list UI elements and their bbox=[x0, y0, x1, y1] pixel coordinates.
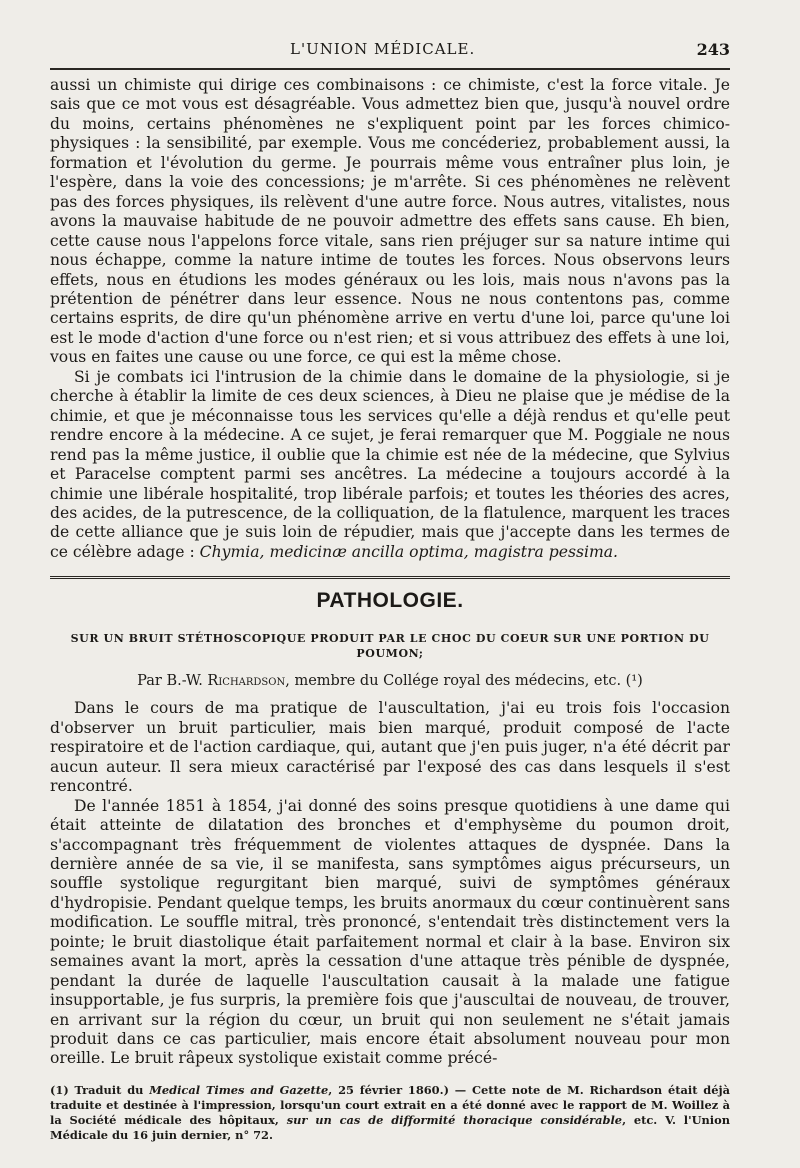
section-title: PATHOLOGIE. bbox=[316, 589, 464, 613]
footnote bbox=[50, 1083, 730, 1143]
footnote-text-c: , etc. V. l'Union Médicale du 16 juin dernier, n° 72. bbox=[50, 1112, 730, 1142]
byline-suffix: , membre du Collége royal des médecins, etc. (¹) bbox=[285, 673, 643, 690]
header-rule bbox=[50, 68, 730, 70]
page-body bbox=[50, 76, 730, 1143]
latin-adage: Chymia, medicinæ ancilla optima, magistra pessima. bbox=[199, 542, 618, 561]
running-header bbox=[50, 40, 730, 64]
byline-prefix: Par B.-W. bbox=[137, 673, 208, 690]
continuation-paragraph-2 bbox=[50, 368, 730, 563]
article-paragraph-1: Dans le cours de ma pratique de l'auscultation, j'ai eu trois fois l'occasion d'observer un bruit particulier, mais bien marqué, produit composé de l'acte respiratoire et de l'action cardiaque, qui, autant que j'en puis juger, n'a été décrit par aucun auteur. Il sera mieux caractérisé par l'exposé des cas dans lesquels il s'est rencontré. bbox=[50, 699, 730, 796]
author-name: Richardson bbox=[207, 673, 286, 690]
continuation-paragraph-2-text: Si je combats ici l'intrusion de la chimie dans le domaine de la physiologie, si je cherche à établir la limite de ces deux sciences, à Dieu ne plaise que je médise de la chimie, et que je méconnaisse tous les services qu'elle a déjà rendus et qu'elle peut rendre encore à la médecine. A ce sujet, je ferai remarquer que M. Poggiale ne nous rend pas la même justice, il oublie que la chimie est née de la médecine, que Sylvius et Paracelse comptent parmi ses ancêtres. La médecine a toujours accordé à la chimie une libérale hospitalité, trop libérale parfois; et toutes les théories des acres, des acides, de la putrescence, de la colliquation, de la flatulence, marquent les traces de cette alliance que je suis loin de répudier, mais que j'accepte dans les termes de ce célèbre adage : bbox=[50, 367, 730, 561]
footnote-text-b: , 25 février 1860.) — Cette note de M. Richardson était déjà traduite et destinée à l'impression, lorsqu'un court extrait en a été donné avec le rapport de M. Woillez à la Société médicale des hôpitaux, bbox=[50, 1082, 730, 1127]
footnote-text-a: (1) Traduit du bbox=[50, 1082, 150, 1097]
footnote-article-title: sur un cas de difformité thoracique considérable bbox=[286, 1112, 623, 1127]
article-byline bbox=[50, 673, 730, 689]
article-title: SUR UN BRUIT STÉTHOSCOPIQUE PRODUIT PAR LE CHOC DU COEUR SUR UNE PORTION DU POUMON; bbox=[70, 632, 710, 661]
section-divider bbox=[50, 576, 730, 579]
page-number: 243 bbox=[696, 40, 730, 59]
footnote-journal: Medical Times and Gazette bbox=[149, 1082, 329, 1097]
article-paragraph-2: De l'année 1851 à 1854, j'ai donné des soins presque quotidiens à une dame qui était atteinte de dilatation des bronches et d'emphysème du poumon droit, s'accompagnant très fréquemment de violentes attaques de dyspnée. Dans la dernière année de sa vie, il se manifesta, sans symptômes aigus précurseurs, un souffle systolique regurgitant bien marqué, suivi de symptômes généraux d'hydropisie. Pendant quelque temps, les bruits anormaux du cœur continuèrent sans modification. Le souffle mitral, très prononcé, s'entendait très distinctement vers la pointe; le bruit diastolique était parfaitement normal et clair à la base. Environ six semaines avant la mort, après la cessation d'une attaque très pénible de dyspnée, pendant la durée de laquelle l'auscultation causait à la malade une fatigue insupportable, je fus surpris, la première fois que j'auscultai de nouveau, de trouver, en arrivant sur la région du cœur, un bruit qui non seulement ne s'était jamais produit dans ce cas particulier, mais encore était absolument nouveau pour mon oreille. Le bruit râpeux systolique existait comme précé- bbox=[50, 796, 730, 1068]
continuation-paragraph-1: aussi un chimiste qui dirige ces combinaisons : ce chimiste, c'est la force vitale. Je sais que ce mot vous est désagréable. Vous admettez bien que, jusqu'à nouvel ordre du moins, certains phénomènes ne s'expliquent point par les forces chimico-physiques : la sensibilité, par exemple. Vous me concéderiez, probablement aussi, la formation et l'évolution du germe. Je pourrais même vous entraîner plus loin, je l'espère, dans la voie des concessions; je m'arrête. Si ces phénomènes ne relèvent pas des forces physiques, ils relèvent d'une autre force. Nous autres, vitalistes, nous avons la mauvaise habitude de ne pouvoir admettre des effets sans cause. Eh bien, cette cause nous l'appelons force vitale, sans rien préjuger sur sa nature intime qui nous échappe, comme la nature intime de toutes les forces. Nous observons leurs effets, nous en étudions les modes généraux ou les lois, mais nous n'avons pas la prétention de pénétrer dans leur essence. Nous ne nous contentons pas, comme certains esprits, de dire qu'un phénomène arrive en vertu d'une loi, parce qu'une loi est le mode d'action d'une force ou n'est rien; et si vous attribuez des effets à une loi, vous en faites une cause ou une force, ce qui est la même chose. bbox=[50, 76, 730, 367]
running-title: L'UNION MÉDICALE. bbox=[290, 40, 476, 58]
